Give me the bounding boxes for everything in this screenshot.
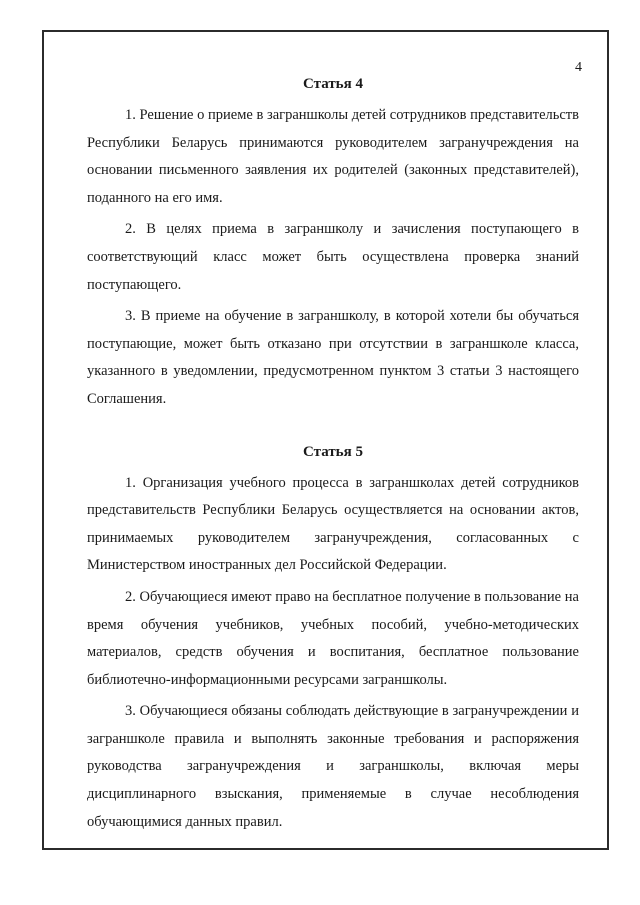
page-number: 4 — [575, 60, 582, 75]
document-body — [87, 74, 579, 840]
paragraph: 2. Обучающиеся имеют право на бесплатное получение в пользование на время обучения учебников, учебных пособий, учебно-методических материалов, средств обучения и воспитания, бесплатное пользование библиотечно-информационными ресурсами заграншколы. — [87, 588, 579, 688]
paragraph: 1. Организация учебного процесса в заграншколах детей сотрудников представительств Республики Беларусь осуществляется на основании актов, принимаемых руководителем загранучреждения, согласованных с Министерством иностранных дел Российской Федерации. — [87, 474, 579, 574]
article-title: Статья 5 — [303, 443, 363, 460]
article-title: Статья 4 — [303, 76, 363, 92]
paragraph: 1. Решение о приеме в заграншколы детей сотрудников представительств Республики Беларусь принимаются руководителем загранучреждения на основании письменного заявления их родителей (законных представителей), поданного на его имя. — [87, 107, 579, 206]
paragraph: 2. В целях приема в заграншколу и зачисления поступающего в соответствующий класс может быть осуществлена проверка знаний поступающего. — [87, 221, 579, 293]
article-5 — [87, 442, 579, 837]
paragraph: 3. В приеме на обучение в заграншколу, в которой хотели бы обучаться поступающие, может быть отказано при отсутствии в заграншколе класса, указанного в уведомлении, предусмотренном пунктом 3 статьи 3 настоящего Соглашения. — [87, 308, 579, 407]
article-4 — [87, 74, 579, 414]
paragraph: 3. Обучающиеся обязаны соблюдать действующие в загранучреждении и заграншколе правила и выполнять законные требования и распоряжения руководства загранучреждения и заграншколы, включая меры дисциплинарного взыскания, применяемые в случае несоблюдения обучающимися данных правил. — [87, 703, 579, 830]
